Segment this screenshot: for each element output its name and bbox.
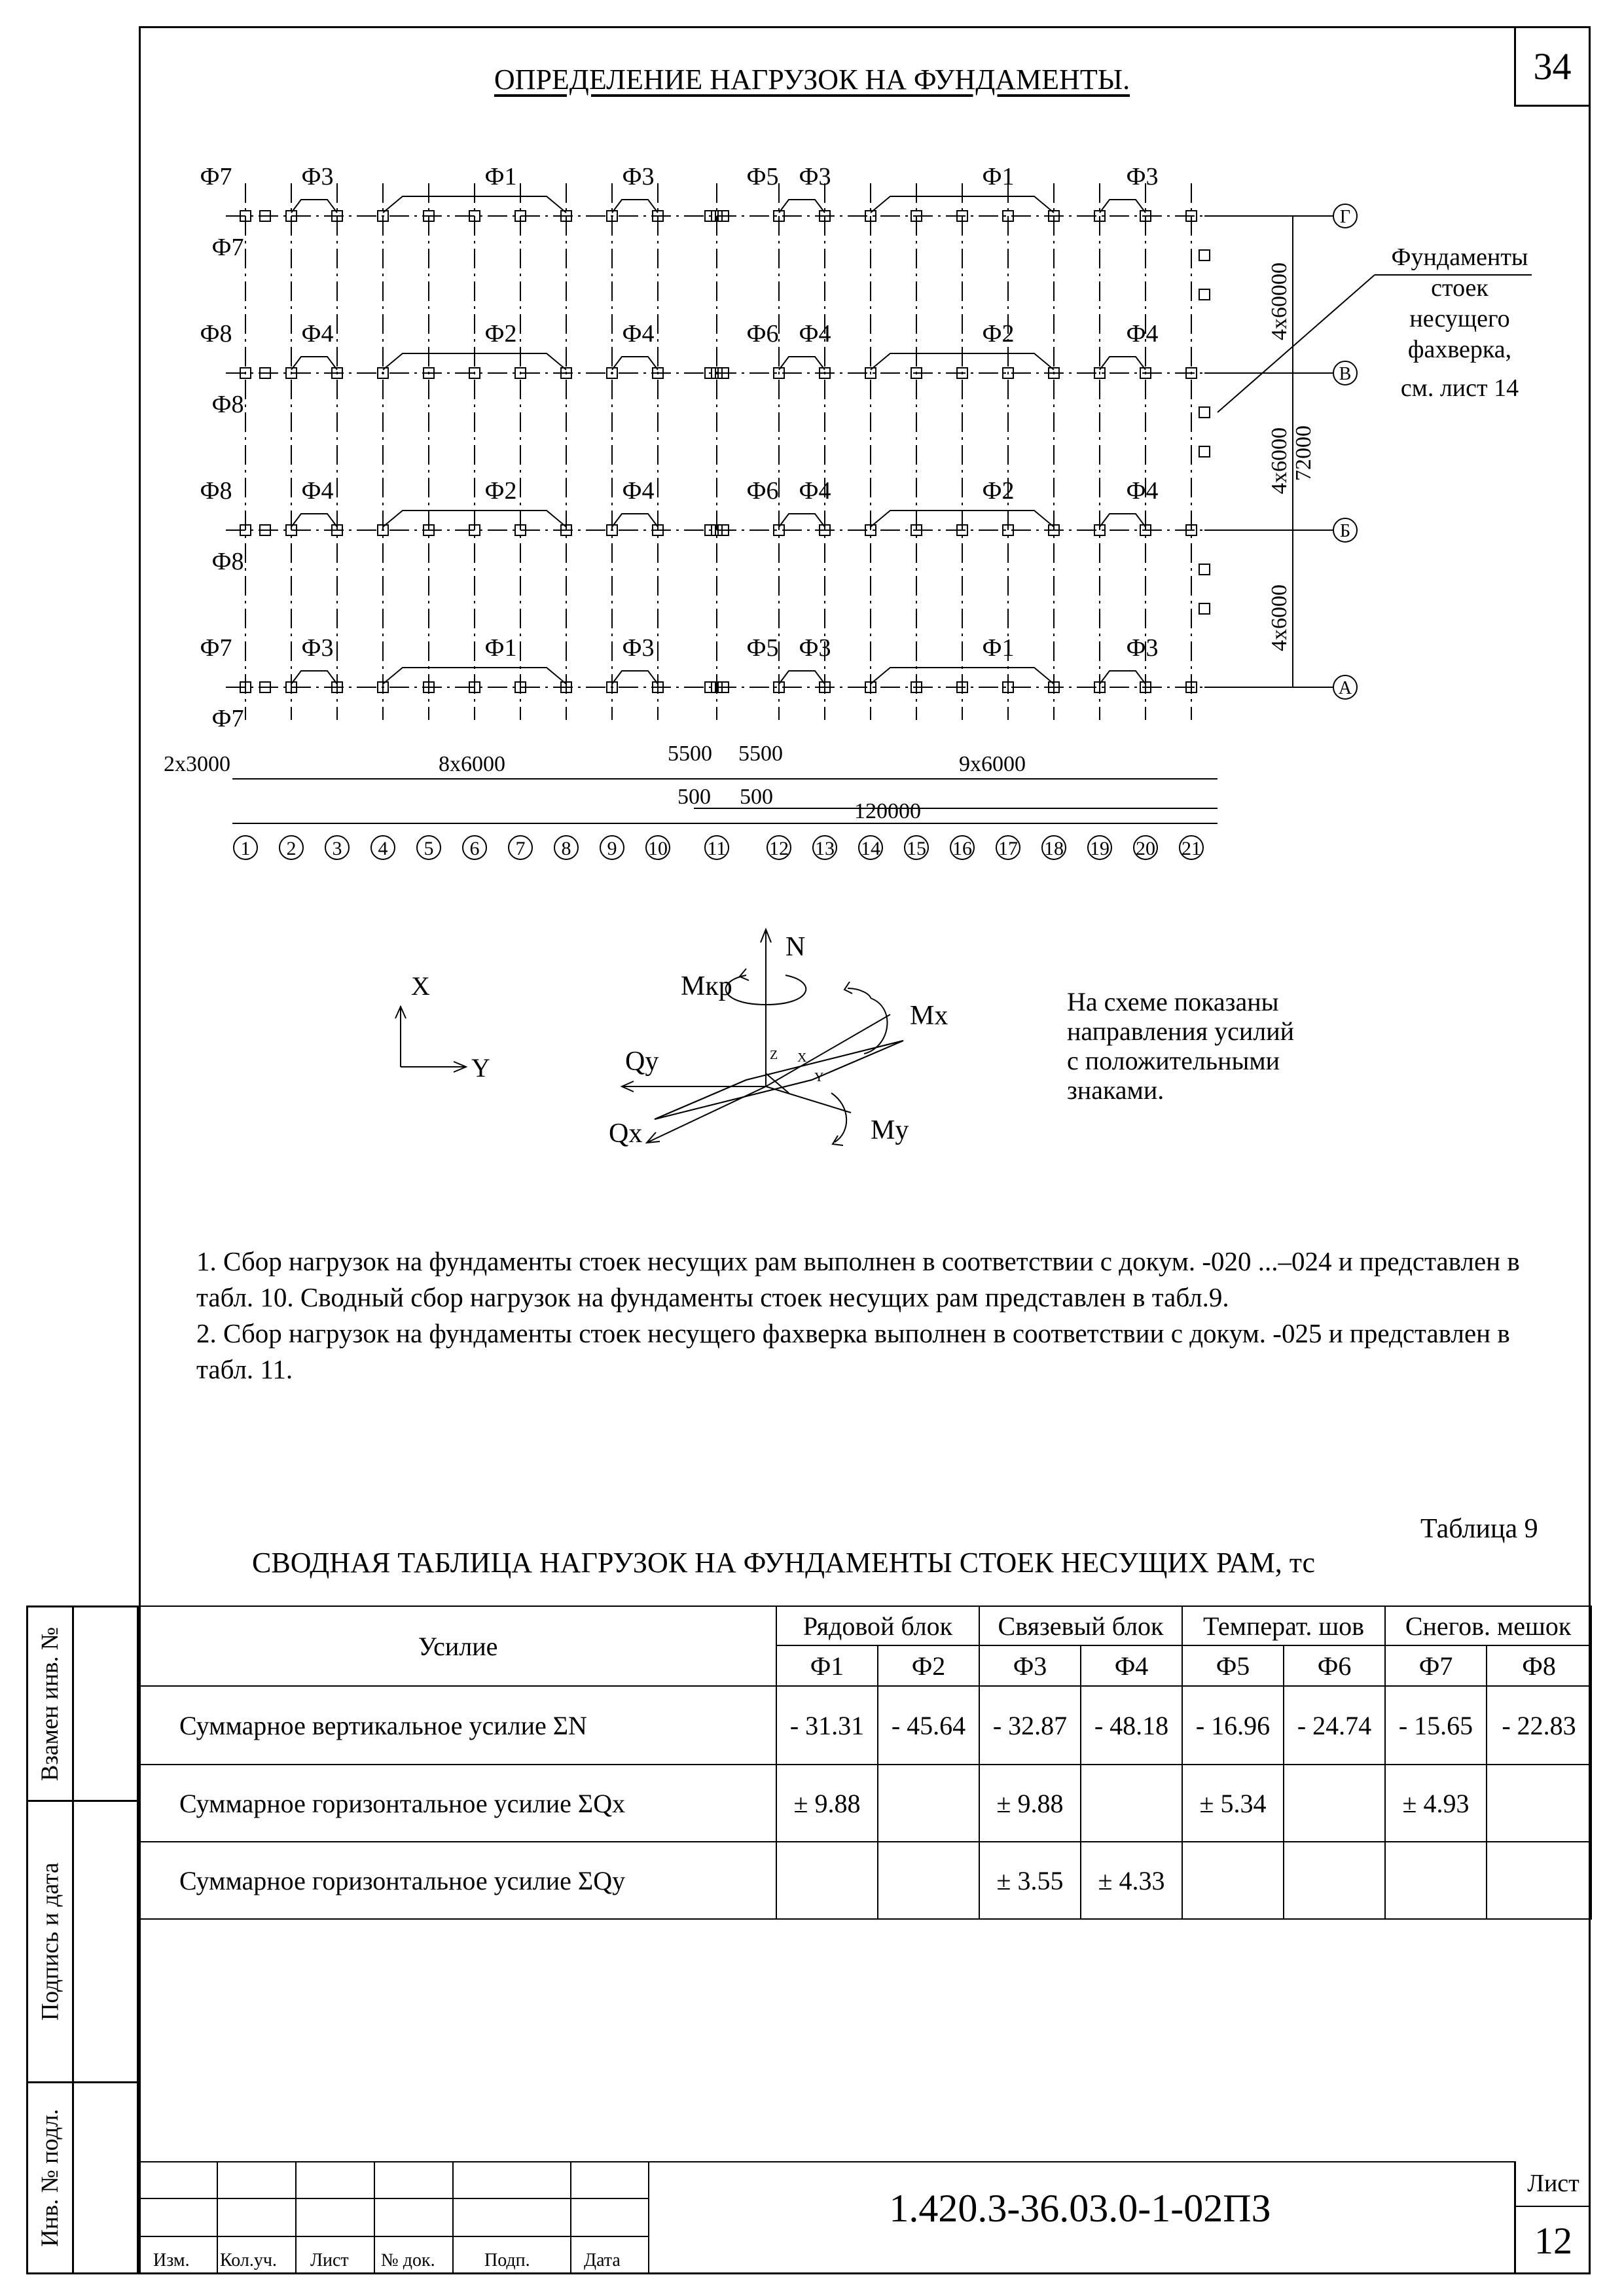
fachwerk-note-4: фахверка, — [1407, 336, 1512, 363]
moment-mx-label: Mx — [910, 1001, 948, 1031]
stamp-col-podp: Подп. — [484, 2250, 530, 2270]
force-diagram — [589, 916, 956, 1178]
page-number: 34 — [1514, 26, 1591, 107]
fachwerk-note-3: несущего — [1409, 305, 1510, 332]
axis-y-label: Y — [471, 1053, 490, 1083]
foundation-group-label: Ф6 — [746, 320, 779, 348]
sidebar-label: Подпись и дата — [37, 1862, 64, 2021]
force-qy-label: Qy — [625, 1047, 659, 1077]
axis-number-label: 1 — [240, 838, 251, 859]
foundation-group-label: Ф5 — [746, 634, 779, 662]
load-value-cell — [1487, 1765, 1591, 1842]
sidebar-signature-date — [26, 1802, 139, 2083]
load-value-cell — [1182, 1842, 1284, 1919]
stamp-col-kol: Кол.уч. — [220, 2250, 277, 2270]
load-value-cell: - 45.64 — [878, 1686, 979, 1765]
load-value-cell — [878, 1842, 979, 1919]
moment-my-label: My — [871, 1115, 909, 1145]
sign-note — [1067, 987, 1294, 1105]
dim-v-2: 4x6000 — [1267, 427, 1291, 494]
foundation-group-label: Ф3 — [1126, 163, 1159, 190]
dim-5500-left: 5500 — [668, 742, 712, 766]
foundation-group-label: Ф4 — [622, 477, 655, 505]
load-value-cell — [1385, 1842, 1487, 1919]
stamp-col-doc: № док. — [381, 2250, 435, 2270]
load-value-cell — [776, 1842, 878, 1919]
row-label: Суммарное горизонтальное усилие ΣQy — [139, 1842, 776, 1919]
load-value-cell: - 22.83 — [1487, 1686, 1591, 1765]
axis-number-label: 21 — [1182, 838, 1201, 859]
axis-number-label: 9 — [607, 838, 617, 859]
load-value-cell: ± 5.34 — [1182, 1765, 1284, 1842]
axis-letter-label: В — [1339, 364, 1352, 384]
foundation-group-label: Ф4 — [301, 477, 334, 505]
axis-letter-label: Г — [1339, 207, 1351, 227]
foundation-group-label: Ф1 — [982, 634, 1015, 662]
load-value-cell: ± 9.88 — [776, 1765, 878, 1842]
note-2: 2. Сбор нагрузок на фундаменты стоек несущего фахверка выполнен в соответствии с докум. -025 и представлен в табл. 11. — [196, 1318, 1510, 1384]
fachwerk-note-1: Фундаменты — [1391, 243, 1528, 271]
foundation-header: Ф2 — [878, 1645, 979, 1686]
foundation-group-label: Ф3 — [799, 634, 831, 662]
foundation-group-label: Ф7 — [200, 163, 232, 190]
axis-number-label: 2 — [286, 838, 297, 859]
group-header: Температ. шов — [1182, 1606, 1385, 1645]
foundation-plan — [0, 0, 1624, 916]
load-value-cell: - 32.87 — [979, 1686, 1081, 1765]
foundation-group-label: Ф2 — [982, 320, 1015, 348]
foundation-group-label: Ф1 — [484, 634, 517, 662]
sidebar-label: Инв. № подл. — [37, 2109, 64, 2247]
foundation-group-label: Ф4 — [799, 320, 831, 348]
foundation-group-label: Ф4 — [1126, 477, 1159, 505]
axis-number-label: 16 — [952, 838, 972, 859]
dim-2x3000: 2x3000 — [164, 752, 230, 776]
stamp-grid — [139, 2161, 649, 2274]
foundation-group-label: Ф3 — [799, 163, 831, 190]
axes-diagram — [367, 956, 537, 1086]
load-value-cell: - 15.65 — [1385, 1686, 1487, 1765]
sheet-label: Лист — [1514, 2161, 1591, 2207]
foundation-group-label: Ф8 — [200, 320, 232, 348]
load-value-cell: - 24.74 — [1284, 1686, 1385, 1765]
dim-120000: 120000 — [854, 799, 921, 823]
axis-number-label: 3 — [332, 838, 342, 859]
force-n-label: N — [785, 932, 806, 962]
page-title: ОПРЕДЕЛЕНИЕ НАГРУЗОК НА ФУНДАМЕНТЫ. — [494, 63, 1130, 96]
foundation-group-label: Ф3 — [622, 163, 655, 190]
fachwerk-marker — [1199, 250, 1210, 260]
sign-note-line-3: с положительными — [1067, 1046, 1280, 1075]
foundation-group-label: Ф5 — [746, 163, 779, 190]
load-value-cell — [1487, 1842, 1591, 1919]
foundation-group-label: Ф7 — [200, 634, 232, 662]
foundation-header: Ф5 — [1182, 1645, 1284, 1686]
notes — [196, 1244, 1545, 1388]
axis-number-label: 17 — [998, 838, 1018, 859]
axis-number-label: 14 — [861, 838, 880, 859]
row-label: Суммарное вертикальное усилие ΣN — [139, 1686, 776, 1765]
load-value-cell: ± 9.88 — [979, 1765, 1081, 1842]
foundation-group-label: Ф2 — [484, 477, 517, 505]
foundation-group-label: Ф4 — [799, 477, 831, 505]
load-value-cell: ± 4.33 — [1081, 1842, 1182, 1919]
foundation-group-label: Ф8 — [200, 477, 232, 505]
dim-9x6000: 9x6000 — [959, 752, 1026, 776]
load-value-cell — [878, 1765, 979, 1842]
row-label: Суммарное горизонтальное усилие ΣQx — [139, 1765, 776, 1842]
stamp-col-izm: Изм. — [153, 2250, 190, 2270]
foundation-group-label: Ф4 — [622, 320, 655, 348]
local-x-label: X — [797, 1050, 807, 1065]
local-z-label: Z — [770, 1048, 778, 1062]
load-value-cell: - 48.18 — [1081, 1686, 1182, 1765]
foundation-group-label: Ф4 — [301, 320, 334, 348]
axis-number-label: 18 — [1044, 838, 1064, 859]
moment-mkp-label: Мкр — [681, 971, 732, 1001]
axis-number-label: 19 — [1090, 838, 1110, 859]
stamp-col-date: Дата — [584, 2250, 621, 2270]
force-header: Усилие — [139, 1606, 776, 1686]
stamp-col-list: Лист — [310, 2250, 349, 2270]
axis-number-label: 6 — [469, 838, 480, 859]
group-header: Рядовой блок — [776, 1606, 979, 1645]
foundation-group-label: Ф2 — [484, 320, 517, 348]
foundation-header: Ф7 — [1385, 1645, 1487, 1686]
foundation-header: Ф4 — [1081, 1645, 1182, 1686]
fachwerk-marker — [1199, 446, 1210, 457]
note-1: 1. Сбор нагрузок на фундаменты стоек несущих рам выполнен в соответствии с докум. -020 ...–024 и представлен в табл. 10. Сводный сбор нагрузок на фундаменты стоек несущих рам представлен в табл.9. — [196, 1246, 1520, 1312]
dim-500-right: 500 — [740, 785, 773, 809]
foundation-group-label: Ф3 — [301, 163, 334, 190]
dim-v-total: 72000 — [1291, 425, 1316, 481]
axis-number-label: 8 — [561, 838, 571, 859]
axis-number-label: 4 — [378, 838, 388, 859]
group-header: Снегов. мешок — [1385, 1606, 1591, 1645]
group-header: Связевый блок — [979, 1606, 1182, 1645]
axis-number-label: 15 — [907, 838, 926, 859]
sidebar-label: Взамен инв. № — [37, 1626, 64, 1781]
fachwerk-note-5: см. лист 14 — [1400, 374, 1519, 402]
dim-v-3: 4x6000 — [1267, 584, 1291, 651]
foundation-header: Ф1 — [776, 1645, 878, 1686]
axis-number-label: 7 — [515, 838, 526, 859]
foundation-group-label: Ф1 — [982, 163, 1015, 190]
sidebar-replaced-inv — [26, 1605, 139, 1802]
foundation-group-label: Ф3 — [622, 634, 655, 662]
load-value-cell — [1284, 1842, 1385, 1919]
foundation-group-label: Ф2 — [982, 477, 1015, 505]
axis-x-label: X — [411, 971, 430, 1001]
fachwerk-marker — [1199, 289, 1210, 300]
foundation-group-label: Ф8 — [211, 391, 244, 418]
local-y-label: Y — [814, 1070, 824, 1085]
load-value-cell: - 16.96 — [1182, 1686, 1284, 1765]
axis-letter-label: Б — [1339, 521, 1351, 541]
foundation-group-label: Ф3 — [301, 634, 334, 662]
axis-number-label: 13 — [815, 838, 835, 859]
loads-table — [139, 1605, 1592, 1920]
foundation-group-label: Ф7 — [211, 705, 244, 732]
dim-8x6000: 8x6000 — [439, 752, 505, 776]
axis-number-label: 11 — [707, 838, 727, 859]
table-title: СВОДНАЯ ТАБЛИЦА НАГРУЗОК НА ФУНДАМЕНТЫ СТОЕК НЕСУЩИХ РАМ, тс — [252, 1547, 1315, 1579]
foundation-header: Ф8 — [1487, 1645, 1591, 1686]
sign-note-line-2: направления усилий — [1067, 1016, 1295, 1046]
foundation-header: Ф3 — [979, 1645, 1081, 1686]
foundation-group-label: Ф8 — [211, 548, 244, 575]
axis-number-label: 5 — [424, 838, 434, 859]
sign-note-line-1: На схеме показаны — [1067, 987, 1279, 1016]
fachwerk-marker — [1199, 564, 1210, 575]
foundation-group-label: Ф6 — [746, 477, 779, 505]
sign-note-line-4: знаками. — [1067, 1075, 1164, 1105]
fachwerk-note-2: стоек — [1431, 274, 1489, 302]
load-value-cell: - 31.31 — [776, 1686, 878, 1765]
document-code: 1.420.3-36.03.0-1-02ПЗ — [889, 2187, 1271, 2230]
fachwerk-marker — [1199, 407, 1210, 418]
axis-number-label: 10 — [648, 838, 668, 859]
dim-5500-right: 5500 — [738, 742, 783, 766]
foundation-group-label: Ф4 — [1126, 320, 1159, 348]
foundation-group-label: Ф7 — [211, 234, 244, 261]
load-value-cell — [1081, 1765, 1182, 1842]
foundation-group-label: Ф3 — [1126, 634, 1159, 662]
dim-500-left: 500 — [677, 785, 711, 809]
force-qx-label: Qx — [609, 1119, 643, 1149]
sheet-number: 12 — [1514, 2207, 1591, 2274]
axis-number-label: 12 — [769, 838, 789, 859]
sidebar-inv-number — [26, 2083, 139, 2274]
axis-number-label: 20 — [1136, 838, 1155, 859]
table-label: Таблица 9 — [1420, 1514, 1538, 1544]
load-value-cell: ± 3.55 — [979, 1842, 1081, 1919]
load-value-cell — [1284, 1765, 1385, 1842]
foundation-header: Ф6 — [1284, 1645, 1385, 1686]
foundation-group-label: Ф1 — [484, 163, 517, 190]
axis-letter-label: А — [1338, 678, 1352, 698]
fachwerk-marker — [1199, 603, 1210, 614]
load-value-cell: ± 4.93 — [1385, 1765, 1487, 1842]
dim-v-1: 4x60000 — [1267, 262, 1291, 340]
